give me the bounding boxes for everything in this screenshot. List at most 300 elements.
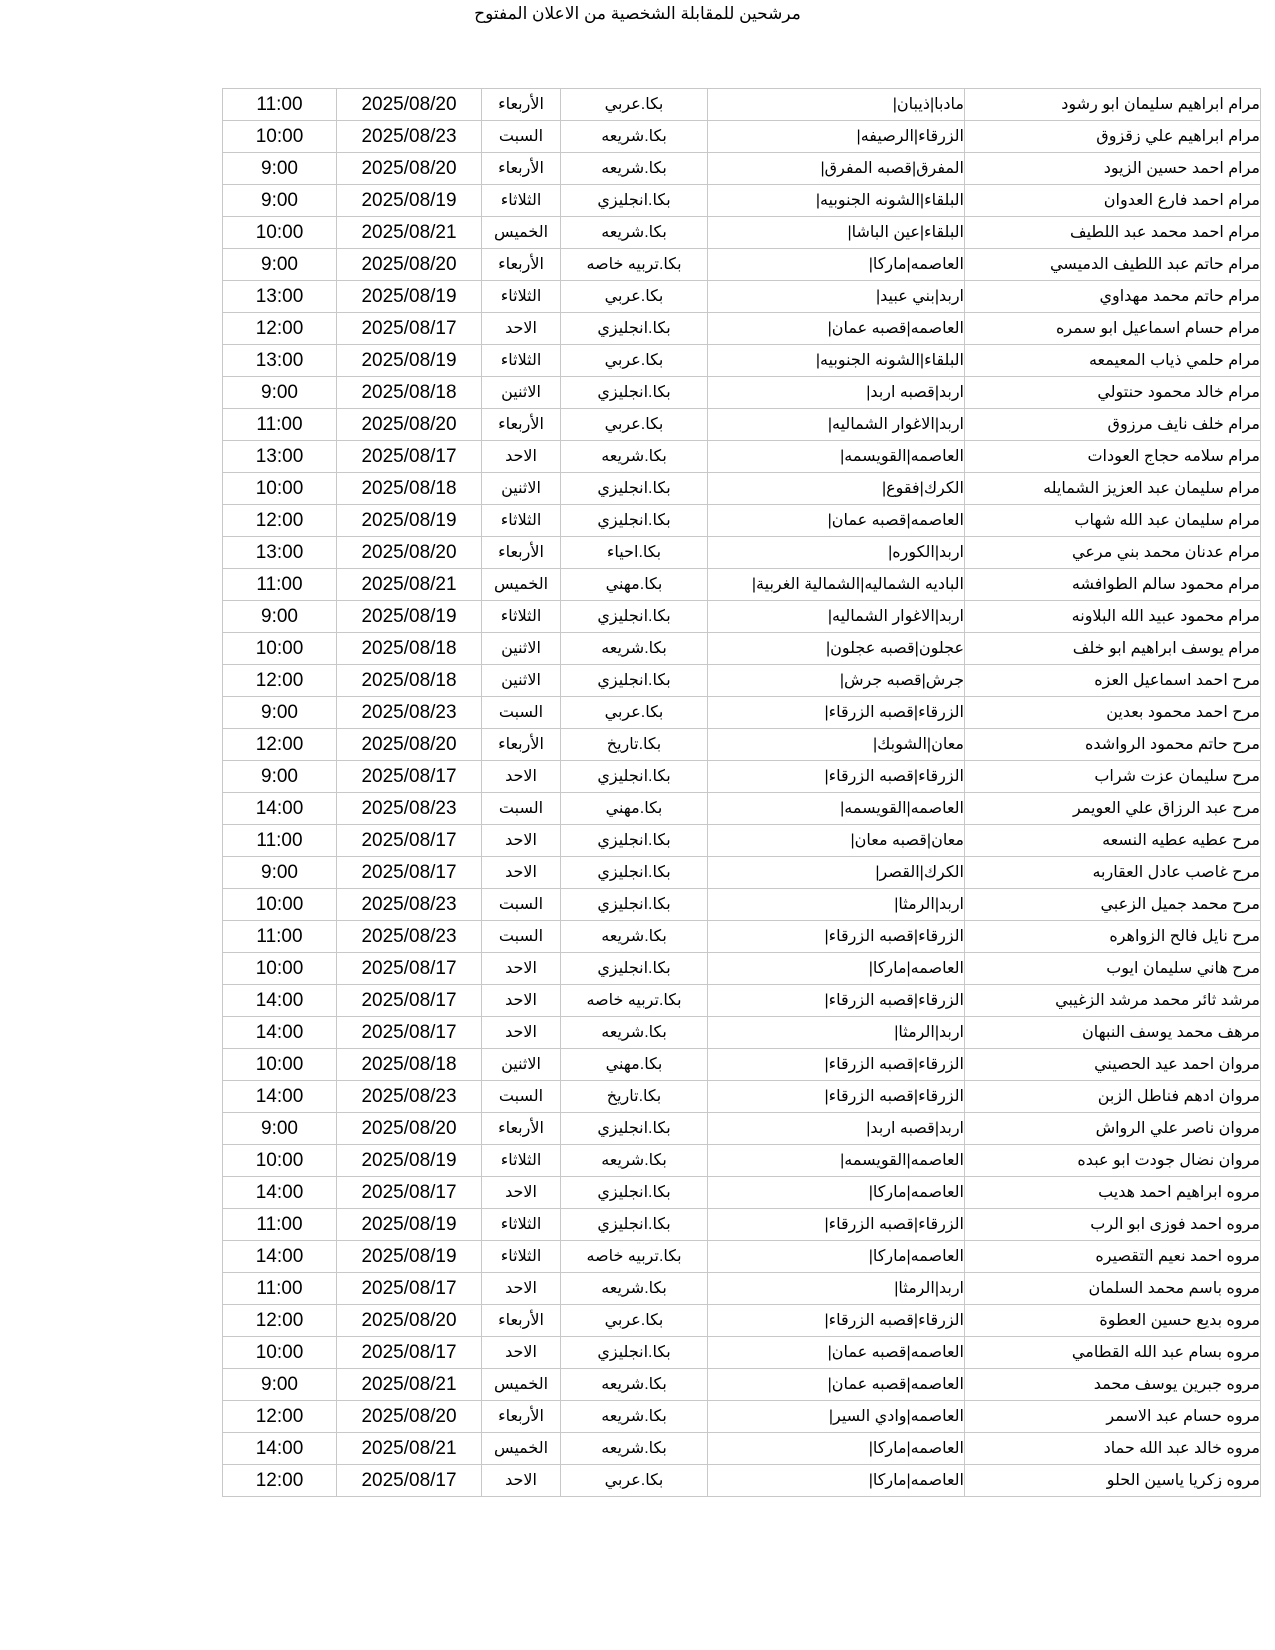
interview-day-cell: الثلاثاء [482, 505, 561, 537]
interview-day-cell: الاثنين [482, 377, 561, 409]
specialization-cell: بكا.احياء [561, 537, 708, 569]
table-row [223, 857, 1261, 889]
candidate-name-cell: مرام محمود عبيد الله البلاونه [965, 601, 1261, 633]
interview-time-cell: 9:00 [223, 249, 337, 281]
interview-time-cell: 9:00 [223, 697, 337, 729]
location-cell: البلقاء|الشونه الجنوبيه| [708, 185, 965, 217]
interview-date-cell: 2025/08/19 [337, 1209, 482, 1241]
location-cell: العاصمه|ماركا| [708, 1465, 965, 1497]
location-cell: العاصمه|القويسمه| [708, 793, 965, 825]
candidate-name-cell: مرهف محمد يوسف النبهان [965, 1017, 1261, 1049]
interview-day-cell: الخميس [482, 1433, 561, 1465]
interview-time-cell: 9:00 [223, 377, 337, 409]
interview-day-cell: الثلاثاء [482, 185, 561, 217]
interview-time-cell: 13:00 [223, 441, 337, 473]
candidate-name-cell: مروه زكريا ياسين الحلو [965, 1465, 1261, 1497]
specialization-cell: بكا.شريعه [561, 633, 708, 665]
interview-day-cell: الأربعاء [482, 153, 561, 185]
interview-time-cell: 14:00 [223, 1241, 337, 1273]
table-row [223, 985, 1261, 1017]
specialization-cell: بكا.انجليزي [561, 889, 708, 921]
interview-day-cell: الثلاثاء [482, 345, 561, 377]
interview-day-cell: الاحد [482, 441, 561, 473]
table-row [223, 1369, 1261, 1401]
interview-time-cell: 14:00 [223, 1017, 337, 1049]
table-row [223, 249, 1261, 281]
table-row [223, 345, 1261, 377]
interview-time-cell: 12:00 [223, 1305, 337, 1337]
location-cell: الزرقاء|قصبه الزرقاء| [708, 985, 965, 1017]
interview-time-cell: 10:00 [223, 1337, 337, 1369]
specialization-cell: بكا.شريعه [561, 1433, 708, 1465]
interview-time-cell: 12:00 [223, 665, 337, 697]
interview-time-cell: 11:00 [223, 825, 337, 857]
interview-day-cell: الاثنين [482, 473, 561, 505]
interview-day-cell: الأربعاء [482, 729, 561, 761]
interview-day-cell: الاثنين [482, 1049, 561, 1081]
table-row [223, 121, 1261, 153]
location-cell: العاصمه|ماركا| [708, 1177, 965, 1209]
interview-date-cell: 2025/08/20 [337, 1113, 482, 1145]
candidate-name-cell: مروه بديع حسين العطوة [965, 1305, 1261, 1337]
interview-time-cell: 11:00 [223, 569, 337, 601]
interview-date-cell: 2025/08/17 [337, 313, 482, 345]
interview-day-cell: الأربعاء [482, 1113, 561, 1145]
candidate-name-cell: مرام حاتم محمد مهداوي [965, 281, 1261, 313]
interview-date-cell: 2025/08/18 [337, 665, 482, 697]
interview-day-cell: الاحد [482, 985, 561, 1017]
table-row [223, 1113, 1261, 1145]
interview-time-cell: 11:00 [223, 409, 337, 441]
interview-date-cell: 2025/08/19 [337, 345, 482, 377]
interview-date-cell: 2025/08/21 [337, 1369, 482, 1401]
specialization-cell: بكا.عربي [561, 1465, 708, 1497]
interview-time-cell: 12:00 [223, 313, 337, 345]
candidate-name-cell: مروه حسام عبد الاسمر [965, 1401, 1261, 1433]
interview-date-cell: 2025/08/20 [337, 409, 482, 441]
candidate-name-cell: مرام خالد محمود حنتولي [965, 377, 1261, 409]
location-cell: اربد|الرمثا| [708, 889, 965, 921]
location-cell: اربد|بني عبيد| [708, 281, 965, 313]
interview-time-cell: 9:00 [223, 1113, 337, 1145]
interview-day-cell: الثلاثاء [482, 1145, 561, 1177]
location-cell: الزرقاء|قصبه الزرقاء| [708, 761, 965, 793]
candidate-name-cell: مرح عبد الرزاق علي العويمر [965, 793, 1261, 825]
interview-date-cell: 2025/08/17 [337, 985, 482, 1017]
interview-time-cell: 9:00 [223, 601, 337, 633]
interview-date-cell: 2025/08/17 [337, 1465, 482, 1497]
interview-day-cell: السبت [482, 793, 561, 825]
specialization-cell: بكا.انجليزي [561, 857, 708, 889]
table-row [223, 953, 1261, 985]
interview-time-cell: 11:00 [223, 89, 337, 121]
interview-date-cell: 2025/08/23 [337, 697, 482, 729]
candidate-name-cell: مرام ابراهيم سليمان ابو رشود [965, 89, 1261, 121]
table-row [223, 377, 1261, 409]
interview-time-cell: 10:00 [223, 217, 337, 249]
interview-day-cell: الاحد [482, 857, 561, 889]
candidate-name-cell: مرام سليمان عبد الله شهاب [965, 505, 1261, 537]
candidate-name-cell: مرام احمد حسين الزيود [965, 153, 1261, 185]
table-row [223, 217, 1261, 249]
interview-time-cell: 10:00 [223, 121, 337, 153]
interview-date-cell: 2025/08/20 [337, 89, 482, 121]
interview-time-cell: 12:00 [223, 729, 337, 761]
table-row [223, 281, 1261, 313]
interview-date-cell: 2025/08/19 [337, 601, 482, 633]
interview-day-cell: الأربعاء [482, 249, 561, 281]
specialization-cell: بكا.عربي [561, 409, 708, 441]
interview-date-cell: 2025/08/19 [337, 1241, 482, 1273]
candidate-name-cell: مرام حلمي ذياب المعيمعه [965, 345, 1261, 377]
interview-day-cell: الاحد [482, 1177, 561, 1209]
interview-day-cell: السبت [482, 921, 561, 953]
interview-day-cell: الخميس [482, 1369, 561, 1401]
specialization-cell: بكا.شريعه [561, 921, 708, 953]
interview-time-cell: 9:00 [223, 153, 337, 185]
specialization-cell: بكا.شريعه [561, 441, 708, 473]
interview-time-cell: 10:00 [223, 1145, 337, 1177]
interview-day-cell: الثلاثاء [482, 1209, 561, 1241]
location-cell: اربد|الرمثا| [708, 1273, 965, 1305]
candidate-name-cell: مرام حسام اسماعيل ابو سمره [965, 313, 1261, 345]
location-cell: المفرق|قصبه المفرق| [708, 153, 965, 185]
interview-time-cell: 14:00 [223, 793, 337, 825]
specialization-cell: بكا.تربيه خاصه [561, 985, 708, 1017]
table-row [223, 665, 1261, 697]
interview-day-cell: الاثنين [482, 665, 561, 697]
candidate-name-cell: مروان نضال جودت ابو عبده [965, 1145, 1261, 1177]
table-row [223, 1177, 1261, 1209]
interview-time-cell: 9:00 [223, 185, 337, 217]
location-cell: الزرقاء|قصبه الزرقاء| [708, 697, 965, 729]
interview-date-cell: 2025/08/19 [337, 505, 482, 537]
interview-time-cell: 10:00 [223, 953, 337, 985]
location-cell: العاصمه|وادي السير| [708, 1401, 965, 1433]
table-row [223, 1433, 1261, 1465]
candidate-name-cell: مروان ادهم فناطل الزبن [965, 1081, 1261, 1113]
interview-date-cell: 2025/08/17 [337, 1337, 482, 1369]
interview-time-cell: 9:00 [223, 1369, 337, 1401]
candidate-name-cell: مرح غاصب عادل العقاربه [965, 857, 1261, 889]
candidate-name-cell: مروه ابراهيم احمد هديب [965, 1177, 1261, 1209]
location-cell: معان|قصبه معان| [708, 825, 965, 857]
table-row [223, 921, 1261, 953]
specialization-cell: بكا.انجليزي [561, 473, 708, 505]
interview-time-cell: 13:00 [223, 537, 337, 569]
interview-date-cell: 2025/08/18 [337, 377, 482, 409]
location-cell: الزرقاء|قصبه الزرقاء| [708, 1209, 965, 1241]
interview-day-cell: الثلاثاء [482, 1241, 561, 1273]
interview-day-cell: الأربعاء [482, 537, 561, 569]
interview-date-cell: 2025/08/18 [337, 473, 482, 505]
specialization-cell: بكا.عربي [561, 345, 708, 377]
candidate-name-cell: مرشد ثائر محمد مرشد الزغيبي [965, 985, 1261, 1017]
location-cell: اربد|الكوره| [708, 537, 965, 569]
page-title: مرشحين للمقابلة الشخصية من الاعلان المفتوح [474, 4, 801, 23]
interview-date-cell: 2025/08/20 [337, 537, 482, 569]
table-row [223, 1305, 1261, 1337]
interview-time-cell: 10:00 [223, 633, 337, 665]
table-row [223, 1049, 1261, 1081]
interview-time-cell: 14:00 [223, 1081, 337, 1113]
candidate-name-cell: مرام يوسف ابراهيم ابو خلف [965, 633, 1261, 665]
specialization-cell: بكا.شريعه [561, 1401, 708, 1433]
specialization-cell: بكا.شريعه [561, 217, 708, 249]
candidate-name-cell: مروه خالد عبد الله حماد [965, 1433, 1261, 1465]
specialization-cell: بكا.شريعه [561, 1017, 708, 1049]
location-cell: العاصمه|ماركا| [708, 1241, 965, 1273]
location-cell: اربد|الرمثا| [708, 1017, 965, 1049]
candidate-name-cell: مرح احمد اسماعيل العزه [965, 665, 1261, 697]
interview-date-cell: 2025/08/23 [337, 121, 482, 153]
table-row [223, 1209, 1261, 1241]
interview-day-cell: السبت [482, 889, 561, 921]
location-cell: الكرك|فقوع| [708, 473, 965, 505]
candidate-name-cell: مرام محمود سالم الطوافشه [965, 569, 1261, 601]
interview-date-cell: 2025/08/17 [337, 1177, 482, 1209]
table-row [223, 729, 1261, 761]
table-row [223, 697, 1261, 729]
location-cell: الزرقاء|قصبه الزرقاء| [708, 1305, 965, 1337]
specialization-cell: بكا.تربيه خاصه [561, 1241, 708, 1273]
specialization-cell: بكا.انجليزي [561, 185, 708, 217]
interview-day-cell: الأربعاء [482, 409, 561, 441]
interview-date-cell: 2025/08/23 [337, 793, 482, 825]
table-row [223, 89, 1261, 121]
interview-time-cell: 11:00 [223, 1209, 337, 1241]
specialization-cell: بكا.شريعه [561, 1273, 708, 1305]
candidate-name-cell: مرام احمد محمد عبد اللطيف [965, 217, 1261, 249]
interview-day-cell: الأربعاء [482, 89, 561, 121]
specialization-cell: بكا.انجليزي [561, 665, 708, 697]
location-cell: الزرقاء|قصبه الزرقاء| [708, 1081, 965, 1113]
interview-date-cell: 2025/08/20 [337, 729, 482, 761]
interview-time-cell: 13:00 [223, 345, 337, 377]
location-cell: الكرك|القصر| [708, 857, 965, 889]
interview-day-cell: الاحد [482, 1337, 561, 1369]
candidates-table-wrapper [222, 88, 1261, 1497]
location-cell: الزرقاء|قصبه الزرقاء| [708, 921, 965, 953]
interview-date-cell: 2025/08/21 [337, 217, 482, 249]
interview-date-cell: 2025/08/20 [337, 1305, 482, 1337]
interview-date-cell: 2025/08/17 [337, 825, 482, 857]
interview-date-cell: 2025/08/23 [337, 1081, 482, 1113]
interview-day-cell: الاحد [482, 953, 561, 985]
specialization-cell: بكا.مهني [561, 793, 708, 825]
interview-date-cell: 2025/08/17 [337, 1273, 482, 1305]
specialization-cell: بكا.انجليزي [561, 377, 708, 409]
interview-time-cell: 10:00 [223, 1049, 337, 1081]
interview-day-cell: الاثنين [482, 633, 561, 665]
location-cell: العاصمه|ماركا| [708, 1433, 965, 1465]
interview-date-cell: 2025/08/23 [337, 889, 482, 921]
location-cell: معان|الشوبك| [708, 729, 965, 761]
interview-date-cell: 2025/08/20 [337, 1401, 482, 1433]
candidate-name-cell: مرام عدنان محمد بني مرعي [965, 537, 1261, 569]
specialization-cell: بكا.انجليزي [561, 505, 708, 537]
candidates-table-body [223, 89, 1261, 1497]
interview-time-cell: 12:00 [223, 505, 337, 537]
specialization-cell: بكا.انجليزي [561, 601, 708, 633]
interview-time-cell: 11:00 [223, 921, 337, 953]
interview-date-cell: 2025/08/19 [337, 1145, 482, 1177]
candidate-name-cell: مرام احمد فارع العدوان [965, 185, 1261, 217]
interview-date-cell: 2025/08/17 [337, 761, 482, 793]
candidate-name-cell: مرح حاتم محمود الرواشده [965, 729, 1261, 761]
table-row [223, 153, 1261, 185]
table-row [223, 601, 1261, 633]
specialization-cell: بكا.شريعه [561, 121, 708, 153]
location-cell: العاصمه|القويسمه| [708, 1145, 965, 1177]
location-cell: اربد|قصبه اربد| [708, 1113, 965, 1145]
candidate-name-cell: مرح عطيه عطيه النسعه [965, 825, 1261, 857]
interview-day-cell: الخميس [482, 569, 561, 601]
specialization-cell: بكا.عربي [561, 281, 708, 313]
interview-date-cell: 2025/08/20 [337, 249, 482, 281]
interview-day-cell: السبت [482, 1081, 561, 1113]
specialization-cell: بكا.مهني [561, 569, 708, 601]
location-cell: الزرقاء|قصبه الزرقاء| [708, 1049, 965, 1081]
table-row [223, 1081, 1261, 1113]
location-cell: اربد|الاغوار الشماليه| [708, 601, 965, 633]
table-row [223, 1273, 1261, 1305]
location-cell: مادبا|ذيبان| [708, 89, 965, 121]
interview-day-cell: السبت [482, 697, 561, 729]
location-cell: العاصمه|قصبه عمان| [708, 313, 965, 345]
interview-date-cell: 2025/08/18 [337, 633, 482, 665]
table-row [223, 185, 1261, 217]
specialization-cell: بكا.انجليزي [561, 1113, 708, 1145]
candidate-name-cell: مروان احمد عيد الحصيني [965, 1049, 1261, 1081]
interview-day-cell: الاحد [482, 825, 561, 857]
interview-date-cell: 2025/08/17 [337, 441, 482, 473]
candidate-name-cell: مروان ناصر علي الرواش [965, 1113, 1261, 1145]
candidate-name-cell: مرح هاني سليمان ايوب [965, 953, 1261, 985]
candidate-name-cell: مروه احمد فوزى ابو الرب [965, 1209, 1261, 1241]
interview-day-cell: الاحد [482, 1465, 561, 1497]
interview-date-cell: 2025/08/19 [337, 281, 482, 313]
specialization-cell: بكا.تاريخ [561, 729, 708, 761]
table-row [223, 761, 1261, 793]
table-row [223, 505, 1261, 537]
location-cell: العاصمه|قصبه عمان| [708, 505, 965, 537]
interview-date-cell: 2025/08/18 [337, 1049, 482, 1081]
interview-time-cell: 13:00 [223, 281, 337, 313]
interview-day-cell: الأربعاء [482, 1305, 561, 1337]
specialization-cell: بكا.عربي [561, 697, 708, 729]
interview-date-cell: 2025/08/19 [337, 185, 482, 217]
interview-time-cell: 10:00 [223, 473, 337, 505]
specialization-cell: بكا.انجليزي [561, 1177, 708, 1209]
candidate-name-cell: مرح سليمان عزت شراب [965, 761, 1261, 793]
interview-date-cell: 2025/08/17 [337, 953, 482, 985]
interview-date-cell: 2025/08/20 [337, 153, 482, 185]
candidate-name-cell: مروه احمد نعيم التقصيره [965, 1241, 1261, 1273]
table-row [223, 1145, 1261, 1177]
interview-day-cell: الاحد [482, 761, 561, 793]
interview-time-cell: 9:00 [223, 761, 337, 793]
table-row [223, 1337, 1261, 1369]
interview-day-cell: الأربعاء [482, 1401, 561, 1433]
table-row [223, 1401, 1261, 1433]
interview-date-cell: 2025/08/17 [337, 1017, 482, 1049]
table-row [223, 409, 1261, 441]
candidates-table [222, 88, 1261, 1497]
specialization-cell: بكا.انجليزي [561, 825, 708, 857]
candidate-name-cell: مرام حاتم عبد اللطيف الدميسي [965, 249, 1261, 281]
candidate-name-cell: مرام سلامه حجاج العودات [965, 441, 1261, 473]
table-row [223, 313, 1261, 345]
location-cell: العاصمه|ماركا| [708, 953, 965, 985]
interview-time-cell: 12:00 [223, 1401, 337, 1433]
candidate-name-cell: مرام سليمان عبد العزيز الشمايله [965, 473, 1261, 505]
interview-time-cell: 11:00 [223, 1273, 337, 1305]
table-row [223, 569, 1261, 601]
specialization-cell: بكا.انجليزي [561, 953, 708, 985]
interview-day-cell: الثلاثاء [482, 281, 561, 313]
location-cell: العاصمه|قصبه عمان| [708, 1337, 965, 1369]
candidate-name-cell: مروه باسم محمد السلمان [965, 1273, 1261, 1305]
location-cell: العاصمه|ماركا| [708, 249, 965, 281]
location-cell: عجلون|قصبه عجلون| [708, 633, 965, 665]
specialization-cell: بكا.عربي [561, 1305, 708, 1337]
interview-day-cell: الاحد [482, 313, 561, 345]
location-cell: البلقاء|الشونه الجنوبيه| [708, 345, 965, 377]
table-row [223, 825, 1261, 857]
interview-time-cell: 14:00 [223, 985, 337, 1017]
location-cell: اربد|قصبه اربد| [708, 377, 965, 409]
location-cell: العاصمه|القويسمه| [708, 441, 965, 473]
interview-date-cell: 2025/08/21 [337, 1433, 482, 1465]
table-row [223, 793, 1261, 825]
specialization-cell: بكا.شريعه [561, 1369, 708, 1401]
specialization-cell: بكا.عربي [561, 89, 708, 121]
interview-day-cell: الاحد [482, 1273, 561, 1305]
specialization-cell: بكا.شريعه [561, 1145, 708, 1177]
table-row [223, 473, 1261, 505]
interview-date-cell: 2025/08/17 [337, 857, 482, 889]
interview-day-cell: الثلاثاء [482, 601, 561, 633]
interview-time-cell: 14:00 [223, 1433, 337, 1465]
candidate-name-cell: مرح نايل فالح الزواهره [965, 921, 1261, 953]
table-row [223, 441, 1261, 473]
interview-time-cell: 12:00 [223, 1465, 337, 1497]
candidate-name-cell: مروه بسام عبد الله القطامي [965, 1337, 1261, 1369]
location-cell: البلقاء|عين الباشا| [708, 217, 965, 249]
specialization-cell: بكا.انجليزي [561, 1337, 708, 1369]
candidate-name-cell: مرح احمد محمود بعدين [965, 697, 1261, 729]
table-row [223, 633, 1261, 665]
candidate-name-cell: مرام ابراهيم علي زقزوق [965, 121, 1261, 153]
specialization-cell: بكا.مهني [561, 1049, 708, 1081]
location-cell: جرش|قصبه جرش| [708, 665, 965, 697]
table-row [223, 1465, 1261, 1497]
location-cell: الباديه الشماليه|الشمالية الغربية| [708, 569, 965, 601]
interview-date-cell: 2025/08/23 [337, 921, 482, 953]
interview-day-cell: السبت [482, 121, 561, 153]
table-row [223, 537, 1261, 569]
interview-day-cell: الخميس [482, 217, 561, 249]
specialization-cell: بكا.انجليزي [561, 1209, 708, 1241]
specialization-cell: بكا.تاريخ [561, 1081, 708, 1113]
location-cell: الزرقاء|الرصيفه| [708, 121, 965, 153]
interview-time-cell: 10:00 [223, 889, 337, 921]
location-cell: اربد|الاغوار الشماليه| [708, 409, 965, 441]
table-row [223, 1017, 1261, 1049]
table-row [223, 1241, 1261, 1273]
specialization-cell: بكا.تربيه خاصه [561, 249, 708, 281]
